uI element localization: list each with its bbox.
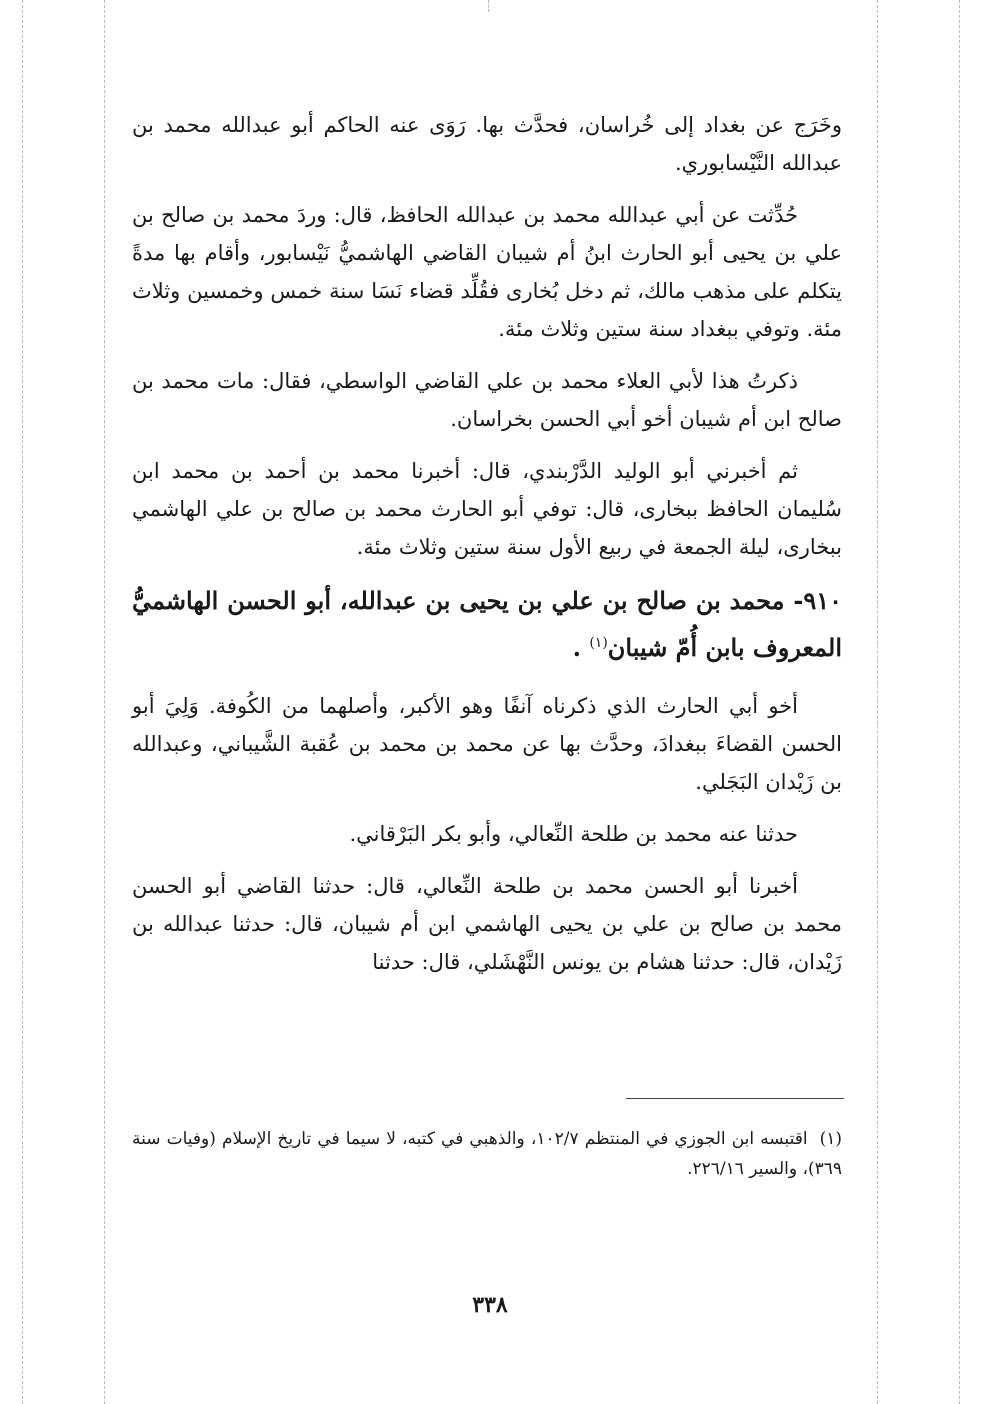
- footnote-text: اقتبسه ابن الجوزي في المنتظم ١٠٢/٧، والذهبي في كتبه، لا سيما في تاريخ الإسلام (وفيات سنة ٣٦٩)، والسير ٢٢٦/١٦.: [132, 1129, 842, 1179]
- scan-guide-line: [104, 0, 105, 1404]
- footnote-rule: [626, 1098, 844, 1099]
- footnote: [132, 1124, 842, 1184]
- paragraph-1: وخَرَج عن بغداد إلى خُراسان، فحدَّث بها. رَوَى عنه الحاكم أبو عبدالله محمد بن عبدالله النَّيْسابوري.: [132, 113, 842, 175]
- page-number: ٣٣٨: [472, 1292, 508, 1318]
- scan-guide-line: [22, 0, 23, 1404]
- paragraph-7: أخبرنا أبو الحسن محمد بن طلحة النِّعالي، قال: حدثنا القاضي أبو الحسن محمد بن صالح بن علي بن يحيى الهاشمي ابن أم شيبان، قال: حدثنا عبدالله بن زَيْدان، قال: حدثنا هشام بن يونس النَّهْشَلي، قال: حدثنا: [132, 874, 842, 974]
- scan-guide-line: [877, 0, 878, 1404]
- paragraph-6: حدثنا عنه محمد بن طلحة النِّعالي، وأبو بكر البَرْقاني.: [349, 822, 798, 846]
- footnote-number: (١): [819, 1129, 843, 1149]
- entry-heading-trailing: .: [572, 633, 590, 662]
- paragraph-2: حُدِّثت عن أبي عبدالله محمد بن عبدالله الحافظ، قال: وردَ محمد بن صالح بن علي بن يحيى أبو الحارث ابنُ أم شيبان القاضي الهاشميُّ نَيْسابور، وأقام بها مدةً يتكلم على مذهب مالك، ثم دخل بُخارى فقُلِّد قضاء نَسَا سنة خمس وخمسين وثلاث مئة. وتوفي ببغداد سنة ستين وثلاث مئة.: [132, 203, 842, 341]
- footnote-marker: (١): [589, 635, 608, 651]
- scan-guide-line: [959, 0, 960, 1404]
- body-text: [132, 106, 842, 995]
- entry-heading-text: ٩١٠- محمد بن صالح بن علي بن يحيى بن عبدالله، أبو الحسن الهاشميُّ المعروف بابن أُمّ شيبان: [132, 586, 842, 662]
- paragraph-4: ثم أخبرني أبو الوليد الدَّرْبندي، قال: أخبرنا محمد بن أحمد بن محمد ابن سُليمان الحافظ ببخارى، قال: توفي أبو الحارث محمد بن صالح بن علي الهاشمي ببخارى، ليلة الجمعة في ربيع الأول سنة ستين وثلاث مئة.: [132, 459, 842, 559]
- paragraph-5: أخو أبي الحارث الذي ذكرناه آنفًا وهو الأكبر، وأصلهما من الكُوفة. وَلِيَ أبو الحسن القضاءَ ببغدادَ، وحدَّث بها عن محمد بن محمد بن عُقبة الشَّيباني، وعبدالله بن زَيْدان البَجَلي.: [132, 694, 842, 794]
- entry-heading: [132, 580, 842, 669]
- scan-top-tick: [488, 0, 489, 12]
- paragraph-3: ذكرتُ هذا لأبي العلاء محمد بن علي القاضي الواسطي، فقال: مات محمد بن صالح ابن أم شيبان أخو أبي الحسن بخراسان.: [132, 369, 842, 431]
